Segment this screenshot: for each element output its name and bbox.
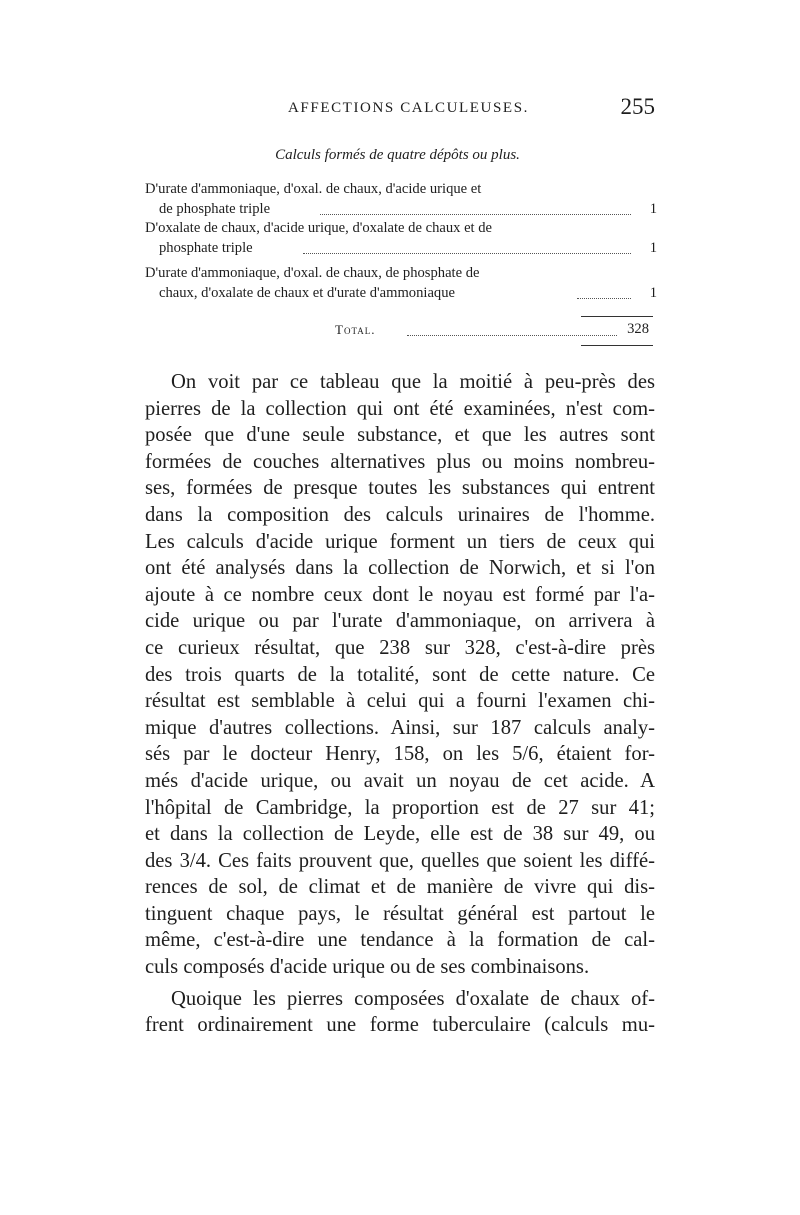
table-entry <box>145 180 657 219</box>
page-number: 255 <box>620 94 655 119</box>
running-title: AFFECTIONS CALCULEUSES. <box>288 100 529 116</box>
paragraph <box>145 369 655 981</box>
text-line: rences de sol, de climat et de manière de vivre qui dis- <box>145 876 655 899</box>
text-line: sés par le docteur Henry, 158, on les 5/6, étaient for- <box>145 743 655 766</box>
total-rule-top <box>581 316 653 317</box>
text-line: On voit par ce tableau que la moitié à peu-près des <box>171 371 655 393</box>
text-line: posée que d'une seule substance, et que les autres sont <box>145 424 655 447</box>
body-text <box>145 369 655 1039</box>
dot-leader <box>320 214 631 215</box>
text-line: des 3/4. Ces faits prouvent que, quelles que soient les diffé- <box>145 849 655 872</box>
text-line: formées de couches alternatives plus ou moins nombreu- <box>145 450 655 473</box>
text-line: l'hôpital de Cambridge, la proportion est de 27 sur 41; <box>145 796 655 819</box>
entry-line-with-leader <box>145 200 657 220</box>
entry-line: D'oxalate de chaux, d'acide urique, d'oxalate de chaux et de <box>145 220 493 236</box>
text-line: més d'acide urique, ou avait un noyau de cet acide. A <box>145 769 655 792</box>
text-line: même, c'est-à-dire une tendance à la formation de cal- <box>145 929 655 952</box>
paragraph <box>145 986 655 1039</box>
text-line: des trois quarts de la totalité, sont de cette nature. Ce <box>145 663 655 686</box>
text-line: pierres de la collection qui ont été examinées, n'est com- <box>145 397 655 420</box>
text-line: Quoique les pierres composées d'oxalate de chaux of- <box>171 987 655 1010</box>
total-row <box>145 320 657 342</box>
entry-line-with-leader <box>145 239 657 259</box>
total-rule-bottom <box>581 345 653 346</box>
text-line: culs composés d'acide urique ou de ses combinaisons. <box>145 956 590 979</box>
text-line: Les calculs d'acide urique forment un tiers de ceux qui <box>145 530 655 553</box>
text-line: cide urique ou par l'urate d'ammoniaque, on arrivera à <box>145 610 655 633</box>
table-entry <box>145 264 657 303</box>
entry-line: D'urate d'ammoniaque, d'oxal. de chaux, d'acide urique et <box>145 181 482 197</box>
entry-count: 1 <box>649 284 657 301</box>
entry-line-text: phosphate triple <box>159 239 253 256</box>
text-line: et dans la collection de Leyde, elle est de 38 sur 49, ou <box>145 823 655 846</box>
text-line: dans la composition des calculs urinaires de l'homme. <box>145 503 655 526</box>
text-line: frent ordinairement une forme tuberculaire (calculs mu- <box>145 1014 655 1037</box>
entry-count: 1 <box>649 200 657 217</box>
total-label: Total. <box>335 322 376 337</box>
entry-line-text: de phosphate triple <box>159 200 271 217</box>
text-line: ce curieux résultat, que 238 sur 328, c'est-à-dire près <box>145 636 655 659</box>
entry-line: D'urate d'ammoniaque, d'oxal. de chaux, de phosphate de <box>145 265 480 281</box>
text-line: ajoute à ce nombre ceux dont le noyau est formé par l'a- <box>145 583 655 606</box>
dot-leader <box>407 335 617 336</box>
dot-leader <box>577 298 631 299</box>
total-value: 328 <box>627 321 649 337</box>
text-line: tinguent chaque pays, le résultat général est partout le <box>145 902 655 925</box>
table-title: Calculs formés de quatre dépôts ou plus. <box>275 147 520 163</box>
entry-count: 1 <box>649 239 657 256</box>
entry-line-text: chaux, d'oxalate de chaux et d'urate d'ammoniaque <box>159 284 455 301</box>
running-head <box>140 94 655 124</box>
text-line: ses, formées de presque toutes les substances qui entrent <box>145 477 655 500</box>
text-line: ont été analysés dans la collection de Norwich, et si l'on <box>145 557 655 580</box>
dot-leader <box>303 253 631 254</box>
text-line: résultat est semblable à celui qui a fourni l'examen chi- <box>145 690 655 713</box>
table-entry <box>145 219 657 258</box>
entry-line-with-leader <box>145 284 657 304</box>
text-line: mique d'autres collections. Ainsi, sur 187 calculs analy- <box>145 716 655 739</box>
